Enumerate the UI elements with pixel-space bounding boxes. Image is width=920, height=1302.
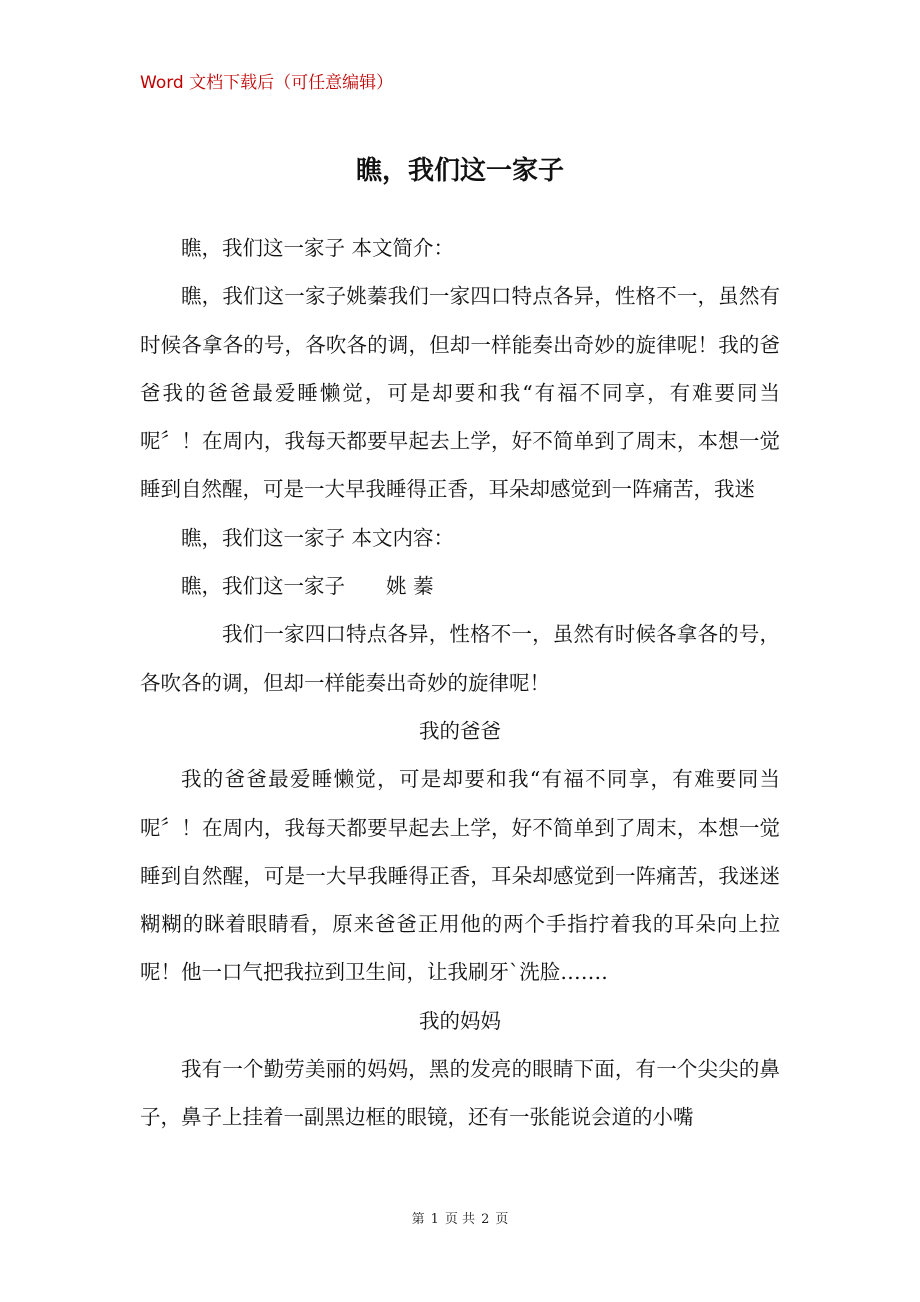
footer-total-pages: 2 bbox=[481, 1212, 490, 1227]
section-heading-mother: 我的妈妈 bbox=[419, 1008, 501, 1033]
document-body bbox=[140, 224, 780, 1142]
download-note: Word 文档下载后（可任意编辑） bbox=[140, 73, 394, 93]
section-heading-father: 我的爸爸 bbox=[419, 718, 501, 743]
footer-prefix: 第 bbox=[411, 1212, 425, 1227]
summary-paragraph: 瞧，我们这一家子姚蓁我们一家四口特点各异，性格不一，虽然有时候各拿各的号，各吹各的调，但却一样能奏出奇妙的旋律呢！我的爸爸我的爸爸最爱睡懒觉，可是却要和我“有福不同享，有难要同当呢〞！在周内，我每天都要早起去上学，好不简单到了周末，本想一觉睡到自然醒，可是一大早我睡得正香，耳朵却感觉到一阵痛苦，我迷 bbox=[140, 284, 780, 502]
footer-suffix: 页 bbox=[495, 1212, 509, 1227]
page-footer bbox=[0, 1208, 920, 1227]
byline: 瞧，我们这一家子 姚 蓁 bbox=[181, 574, 434, 599]
footer-current-page: 1 bbox=[430, 1212, 439, 1227]
mother-paragraph: 我有一个勤劳美丽的妈妈，黑的发亮的眼睛下面，有一个尖尖的鼻子，鼻子上挂着一副黑边框的眼镜，还有一张能说会道的小嘴 bbox=[140, 1057, 780, 1130]
content-heading: 瞧，我们这一家子 本文内容： bbox=[181, 525, 455, 550]
father-paragraph: 我的爸爸最爱睡懒觉，可是却要和我“有福不同享，有难要同当呢〞！在周内，我每天都要早起去上学，好不简单到了周末，本想一觉睡到自然醒，可是一大早我睡得正香，耳朵却感觉到一阵痛苦，我迷迷糊糊的眯着眼睛看，原来爸爸正用他的两个手指拧着我的耳朵向上拉呢！他一口气把我拉到卫生间，让我刷牙`洗脸……. bbox=[140, 767, 780, 985]
document-title: 瞧，我们这一家子 bbox=[355, 156, 564, 186]
summary-heading: 瞧，我们这一家子 本文简介： bbox=[181, 236, 455, 260]
footer-mid: 页 共 bbox=[444, 1212, 476, 1227]
intro-paragraph: 我们一家四口特点各异，性格不一，虽然有时候各拿各的号，各吹各的调，但却一样能奏出奇妙的旋律呢！ bbox=[140, 622, 780, 695]
